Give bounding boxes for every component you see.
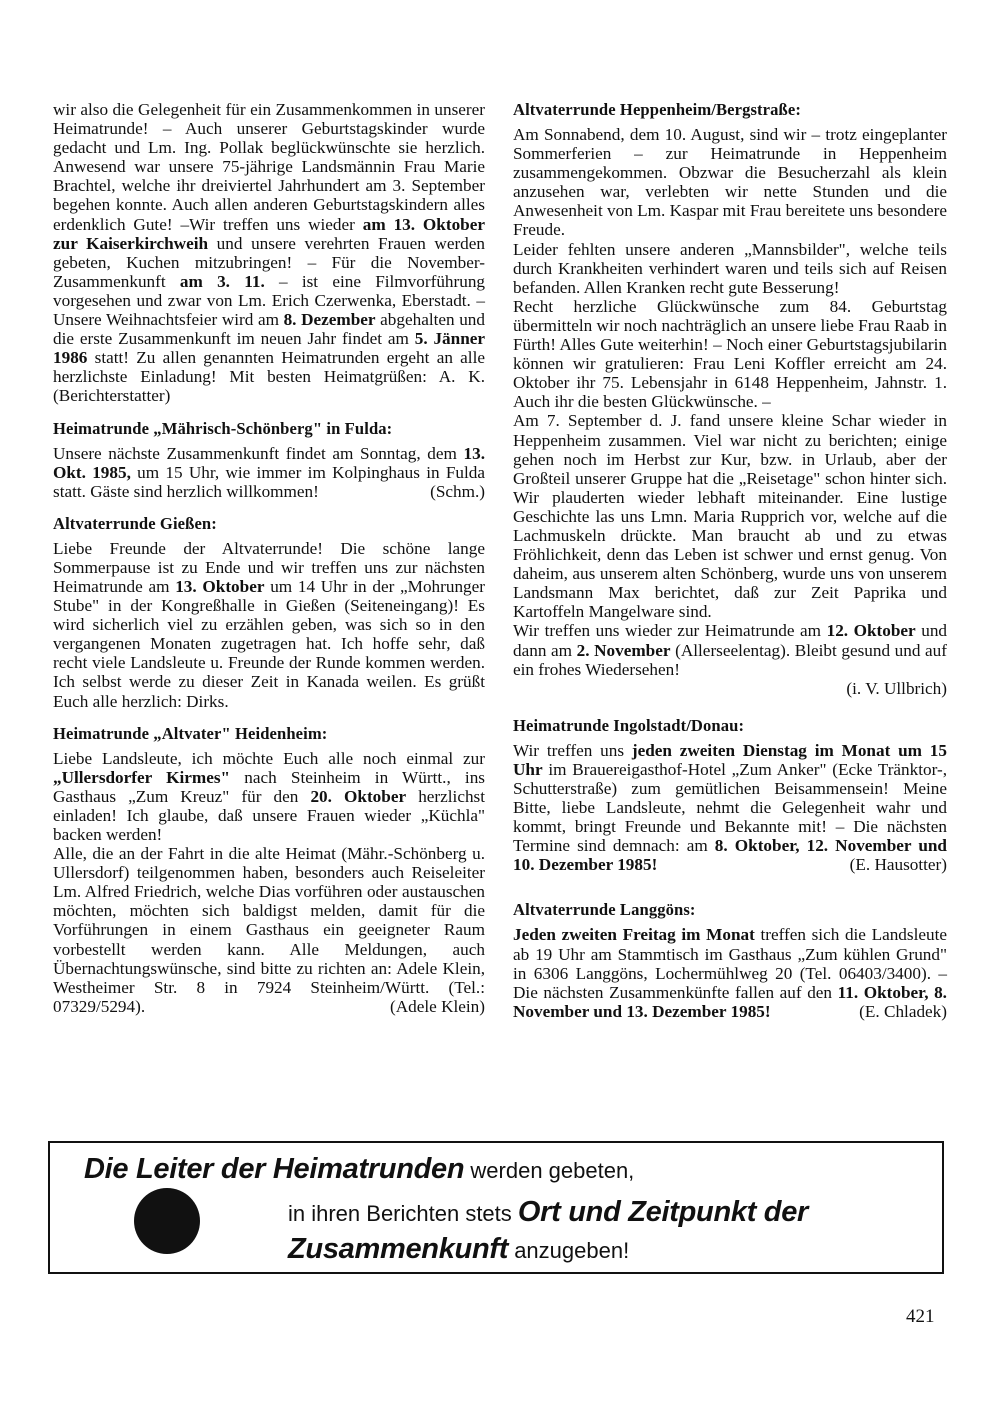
notice-line-2: [288, 1196, 808, 1229]
section-heidenheim: [53, 724, 485, 1016]
heppenheim-p4: Am 7. September d. J. fand unsere kleine Schar wieder in Heppenheim zusammen. Viel war nicht zu berichten; einige gehen noch im Herbst zur Kur, bzw. in Urlaub, aber der Großteil unserer Gruppe hat die „Reisetage" schon hinter sich. Wir plauderten wieder lebhaft miteinander. Eine lustige Geschichte las uns Lmn. Maria Rupprich vor, welche auf die Lachmuskeln drückte. Man braucht ab und zu etwas Fröhlichkeit, denn das Leben ist schwer und ernst genug. Von daheim, aus unserem alten Schönberg, wurde uns von unserem Landsmann Max berichtet, daß zur Zeit Paprika und Kartoffeln Mangelware sind.: [513, 411, 947, 622]
section-langgoens: [513, 900, 947, 1020]
bullet-dot-icon: [134, 1188, 200, 1254]
section-ingolstadt: [513, 716, 947, 875]
notice-box: [48, 1141, 944, 1274]
page-number: 421: [906, 1306, 935, 1327]
heidenheim-body-2: Alle, die an der Fahrt in die alte Heimat (Mähr.-Schönberg u. Ullersdorf) teilgenommen haben, besonders auch Reiseleiter Lm. Alfred Friedrich, welche Dias vorführen oder austauschen möchten, möchten sich baldigst melden, damit für die Vorführungen in einem Gasthaus ein geeigneter Raum vorbestellt werden kann. Alle Meldungen, auch Übernachtungswünsche, sind bitte zu richten an: Adele Klein, Westheimer Str. 8 in 7924 Steinheim/Württ. (Tel.: 07329/5294). (Adele Klein): [53, 844, 485, 1016]
section-giessen: [53, 514, 485, 711]
section-intro: [53, 100, 485, 406]
heidenheim-signature: (Adele Klein): [390, 996, 485, 1016]
section-heppenheim: [513, 100, 947, 698]
fulda-body: Unsere nächste Zusammenkunft findet am Sonntag, dem 13. Okt. 1985, um 15 Uhr, wie immer im Kolpinghaus in Fulda statt. Gäste sind herzlich willkommen! (Schm.): [53, 443, 485, 501]
notice-l3-text: anzugeben!: [508, 1238, 630, 1263]
heppenheim-p2: Leider fehlten unsere anderen „Mannsbilder", welche teils durch Krankheiten verhindert waren und teils sich auf Reisen befanden. Allen Kranken recht gute Besserung!: [513, 239, 947, 297]
giessen-body: Liebe Freunde der Altvaterrunde! Die schöne lange Sommerpause ist zu Ende und wir treffen uns zur nächsten Heimatrunde am 13. Oktober um 14 Uhr in der „Mohrunger Stube" in der Kongreßhalle in Gießen (Seiteneingang)! Es wird sicherlich viel zu erzählen geben, was sich so in den vergangenen Monaten zugetragen hat. Ich hoffe sehr, daß recht viele Landsleute u. Freunde der Runde kommen werden. Ich selbst werde zu dieser Zeit in Kanada weilen. Es grüßt Euch alle herzlich: Dirks.: [53, 538, 485, 711]
notice-line-3: [288, 1233, 629, 1266]
notice-line-1: [84, 1153, 634, 1186]
intro-paragraph: wir also die Gelegenheit für ein Zusammenkommen in unserer Heimatrunde! – Auch unserer Geburtstagskinder wurde gedacht und Lm. Ing. Pollak beglückwünschte sie herzlich. Anwesend war unsere 75-jährige Landsmännin Frau Marie Brachtel, welche ihr dreiviertel Jahrhundert am 3. September begehen konnte. Auch allen anderen Geburtstagskindern alles erdenklich Gute! –Wir treffen uns wieder am 13. Oktober zur Kaiserkirchweih und unsere verehrten Frauen werden gebeten, Kuchen mitzubringen! – Für die November-Zusammenkunft am 3. 11. – ist eine Filmvorführung vorgesehen und zwar von Lm. Erich Czerwenka, Eberstadt. – Unsere Weihnachtsfeier wird am 8. Dezember abgehalten und die erste Zusammenkunft im neuen Jahr findet am 5. Jänner 1986 statt! Zu allen genannten Heimatrunden ergeht an alle herzlichste Einladung! Mit besten Heimatgrüßen: A. K. (Berichterstatter): [53, 100, 486, 406]
ingolstadt-body: Wir treffen uns jeden zweiten Dienstag im Monat um 15 Uhr im Brauereigasthof-Hotel „Zum Anker" (Ecke Tränktor-, Schutterstraße) zum gemütlichen Beisammensein! Meine Bitte, liebe Landsleute, nehmt die Gelegenheit wahr und kommt, bringt Freunde und Bekannte mit! – Die nächsten Termine sind demnach: am 8. Oktober, 12. November und 10. Dezember 1985! (E. Hausotter): [513, 740, 947, 875]
left-column: [53, 100, 485, 1016]
heading-heppenheim: Altvaterrunde Heppenheim/Bergstraße:: [513, 100, 801, 119]
langgoens-body: Jeden zweiten Freitag im Monat treffen sich die Landsleute ab 19 Uhr am Stammtisch im Gasthaus „Zum kühlen Grund" in 6306 Langgöns, Lochermühlweg 20 (Tel. 06403/3400). – Die nächsten Zusammenkünfte fallen auf den 11. Oktober, 8. November und 13. Dezember 1985! (E. Chladek): [513, 925, 947, 1021]
heading-giessen: Altvaterrunde Gießen:: [53, 513, 217, 533]
notice-l1-text: werden gebeten,: [464, 1158, 635, 1183]
heading-heidenheim: Heimatrunde „Altvater" Heidenheim:: [53, 723, 328, 743]
heading-fulda: Heimatrunde „Mährisch-Schönberg" in Fulda:: [53, 418, 393, 438]
right-column: [513, 100, 947, 1021]
fulda-signature: (Schm.): [430, 481, 485, 501]
heading-ingolstadt: Heimatrunde Ingolstadt/Donau:: [513, 715, 745, 735]
heppenheim-p3: Recht herzliche Glückwünsche zum 84. Geburtstag übermitteln wir noch nachträglich an unsere liebe Frau Raab in Fürth! Alles Gute weiterhin! – Noch einer Geburtstagsjubilarin können wir gratulieren: Frau Leni Koffler erreicht am 24. Oktober ihr 75. Lebensjahr in 6148 Heppenheim, Jahnstr. 1. Auch ihr die besten Glückwünsche. –: [513, 296, 947, 412]
notice-l2-emphasis: Ort und Zeitpunkt der: [517, 1196, 809, 1228]
section-fulda: [53, 419, 485, 501]
ingolstadt-signature: (E. Hausotter): [849, 855, 947, 875]
heidenheim-body: Liebe Landsleute, ich möchte Euch alle noch einmal zur „Ullersdorfer Kirmes" nach Steinheim in Württ., ins Gasthaus „Zum Kreuz" für den 20. Oktober herzlichst einladen! Ich glaube, daß unsere Frauen wieder „Küchla" backen werden!: [53, 748, 486, 844]
langgoens-signature: (E. Chladek): [859, 1001, 947, 1021]
heppenheim-signature: (i. V. Ullbrich): [846, 678, 947, 698]
notice-l1-emphasis: Die Leiter der Heimatrunden: [84, 1153, 465, 1185]
notice-l3-emphasis: Zusammenkunft: [288, 1233, 509, 1265]
heppenheim-p1: Am Sonnabend, dem 10. August, sind wir – trotz eingeplanter Sommerferien – zur Heimatrunde in Heppenheim zusammengekommen. Obzwar die Besucherzahl als klein anzusehen war, verlebten wir nette Stunden und die Anwesenheit von Lm. Kaspar mit Frau bereitete uns besondere Freude.: [513, 125, 947, 240]
heppenheim-p5: Wir treffen uns wieder zur Heimatrunde am 12. Oktober und dann am 2. November (Allerseelentag). Bleibt gesund und auf ein frohes Wiedersehen!: [513, 621, 948, 679]
notice-l2-text: in ihren Berichten stets: [288, 1201, 518, 1226]
heading-langgoens: Altvaterrunde Langgöns:: [513, 900, 696, 920]
